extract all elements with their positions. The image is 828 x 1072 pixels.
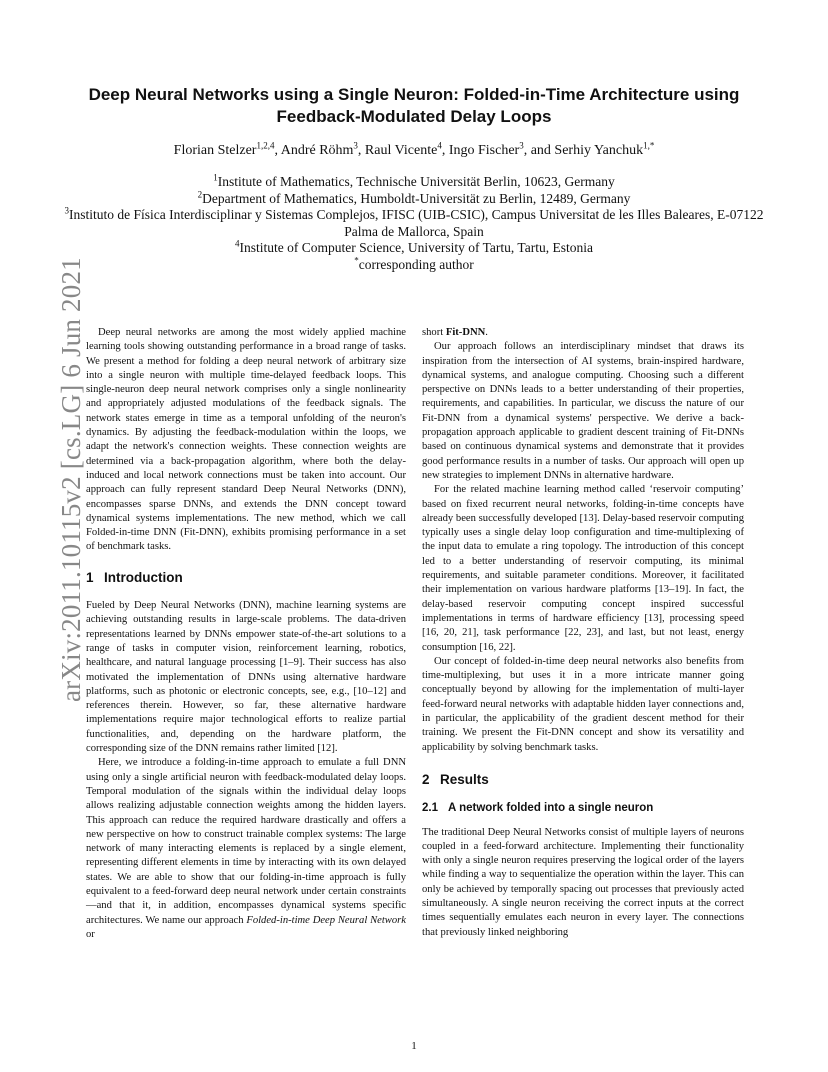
page-number: 1 bbox=[411, 1040, 417, 1052]
affiliation-text: Institute of Mathematics, Technische Universität Berlin, 10623, Germany bbox=[217, 174, 615, 189]
author-separator: , bbox=[357, 143, 365, 158]
affiliation-list bbox=[60, 174, 768, 273]
author-separator: , bbox=[274, 143, 281, 158]
author-affiliation-marker: 1,* bbox=[643, 140, 655, 151]
affiliation-marker: * bbox=[354, 255, 359, 265]
paragraph-text: . bbox=[485, 327, 488, 338]
subsection-number: 2.1 bbox=[422, 802, 438, 815]
paragraph-text: Here, we introduce a folding-in-time approach to emulate a full DNN using only a single artificial neuron with feedback-modulated delay loops. Temporal modulation of the signals within the individual delay loops allows realizing adjustable connection weights among the hidden layers. This approach can reduce the required hardware drastically and offers a new perspective on how to construct trainable complex systems: The large network of many interacting elements is replaced by a single element, representing different elements in time by interacting with its own delayed states. We are able to show that our folding-in-time approach is fully equivalent to a feed-forward deep neural network under certain constraints—and that it, in addition, encompasses dynamical systems specific architectures. We name our approach bbox=[86, 757, 406, 926]
affiliation-marker: 3 bbox=[64, 205, 70, 216]
affiliation bbox=[60, 257, 768, 274]
affiliation-text: Institute of Computer Science, University of Tartu, Tartu, Estonia bbox=[239, 240, 593, 255]
author-list bbox=[60, 140, 768, 159]
author-name: Raul Vicente bbox=[364, 143, 438, 158]
section-number: 1 bbox=[86, 569, 94, 585]
affiliation bbox=[60, 174, 768, 191]
paper-title: Deep Neural Networks using a Single Neuron: Folded-in-Time Architecture using Feedback-Modulated Delay Loops bbox=[88, 85, 740, 126]
affiliation-marker: 2 bbox=[197, 189, 203, 199]
affiliation bbox=[60, 240, 768, 257]
bold-term: Fit-DNN bbox=[445, 327, 486, 338]
affiliation-text: Instituto de Física Interdisciplinar y Sistemas Complejos, IFISC (UIB-CSIC), Campus Universitat de les Illes Baleares, E-07122 Palma de Mallorca, Spain bbox=[69, 207, 764, 239]
author-affiliation-marker: 4 bbox=[437, 140, 442, 151]
paragraph: Fueled by Deep Neural Networks (DNN), machine learning systems are achieving outstanding results in large-scale problems. The data-driven representations learned by DNNs empower state-of-the-art solutions to a range of tasks in computer vision, reinforcement learning, robotics, healthcare, and natural language processing [1–9]. Their success has also motivated the implementation of DNNs using alternative hardware platforms, such as photonic or electronic concepts, see, e.g., [10–12] and references therein. However, so far, these alternative hardware implementations require major technological efforts to realize partial functionalities, and, depending on the hardware platform, the corresponding size of the DNN remains rather limited [12]. bbox=[86, 600, 406, 755]
author-separator: , bbox=[441, 143, 449, 158]
affiliation bbox=[60, 191, 768, 208]
section-heading-results bbox=[422, 773, 744, 787]
section-number: 2 bbox=[422, 771, 430, 787]
paragraph-text: short bbox=[422, 327, 446, 338]
subsection-title: A network folded into a single neuron bbox=[448, 802, 654, 815]
abstract: Deep neural networks are among the most widely applied machine learning tools showing outstanding performance in a broad range of tasks. We present a method for folding a deep neural network of arbitrary size into a single neuron with multiple time-delayed feedback loops. This single-neuron deep neural network comprises only a single nonlinearity and appropriately adjusted modulations of the feedback signals. The network states emerge in time as a temporal unfolding of the neuron's dynamics. By adjusting the feedback-modulation within the loops, we adapt the network's connection weights. These connection weights are determined via a back-propagation algorithm, where both the delay-induced and local network connections must be taken into account. Our approach can fully represent standard Deep Neural Networks (DNN), encompasses sparse DNNs, and extends the DNN concept toward dynamical systems implementations. The new method, which we call Folded-in-time DNN (Fit-DNN), exhibits promising performance in a set of benchmark tasks. bbox=[86, 327, 406, 553]
subsection-heading bbox=[422, 801, 744, 815]
author-name: André Röhm bbox=[280, 143, 354, 158]
section-title: Introduction bbox=[104, 569, 183, 585]
emphasis-text: Folded-in-time Deep Neural Network bbox=[246, 914, 406, 926]
paragraph: For the related machine learning method called ‘reservoir computing’ based on fixed recurrent neural networks, folding-in-time concepts have already been successfully developed [13]. Delay-based reservoir computing typically uses a single delay loop configuration and time-multiplexing of the input data to emulate a ring topology. The introduction of this concept led to a better understanding of reservoir computing, its minimal requirements, and suitable parameter conditions. Moreover, it facilitated their implementation on various hardware platforms [13–19]. In fact, the delay-based reservoir computing concept inspired successful implementations in terms of hardware efficiency [13], processing speed [16, 20, 21], task performance [22, 23], and last, but not least, energy consumption [16, 22]. bbox=[422, 484, 744, 653]
author-separator: , and bbox=[523, 143, 555, 158]
section-title: Results bbox=[440, 771, 489, 787]
affiliation-text: Department of Mathematics, Humboldt-Universität zu Berlin, 12489, Germany bbox=[202, 190, 631, 206]
paragraph bbox=[422, 326, 744, 340]
affiliation-marker: 1 bbox=[213, 172, 218, 183]
right-column bbox=[422, 326, 744, 940]
author-name: Ingo Fischer bbox=[448, 143, 520, 158]
paragraph: Our concept of folded-in-time deep neural networks also benefits from time-multiplexing, but uses it in a more intricate manner going conceptually beyond by allowing for the implementation of multi-layer feed-forward neural networks with adaptable hidden layer connections and, in particular, the applicability of the gradient descent method for their training. We present the Fit-DNN concept and show its versatility and applicability by solving benchmark tasks. bbox=[422, 655, 744, 753]
author-name: Serhiy Yanchuk bbox=[554, 143, 644, 158]
left-column bbox=[86, 326, 406, 942]
paragraph bbox=[86, 756, 406, 942]
author-affiliation-marker: 1,2,4 bbox=[256, 140, 275, 151]
affiliation bbox=[60, 207, 768, 240]
paragraph: Our approach follows an interdisciplinary mindset that draws its inspiration from the intersection of AI systems, brain-inspired hardware, dynamical systems, and analogue computing. Choosing such a different perspective on DNNs leads to a better understanding of their properties, requirements, and capabilities. In particular, we discuss the nature of our Fit-DNN from a dynamical systems' perspective. We derive a back-propagation approach applicable to gradient descent training of Fit-DNNs based on continuous dynamical systems and demonstrate that it provides good performance results in a number of tasks. Our approach will open up new strategies to implement DNNs in alternative hardware. bbox=[422, 341, 744, 481]
section-heading-introduction bbox=[86, 571, 406, 585]
author-affiliation-marker: 3 bbox=[519, 140, 524, 151]
arxiv-identifier-stamp[interactable]: arXiv:2011.10115v2 [cs.LG] 6 Jun 2021 bbox=[56, 257, 86, 702]
affiliation-marker: 4 bbox=[235, 238, 240, 249]
paragraph-text: or bbox=[86, 928, 95, 940]
author-name: Florian Stelzer bbox=[173, 143, 257, 158]
author-affiliation-marker: 3 bbox=[353, 140, 358, 151]
paragraph: The traditional Deep Neural Networks consist of multiple layers of neurons coupled in a feed-forward architecture. Implementing their functionality with only a single neuron requires preserving the logical order of the layers while finding a way to sequentialize the operation within the layer. This can only be achieved by temporally spacing out processes that previously acted simultaneously. A single neuron receiving the correct inputs at the correct times sequentially emulates each neuron in every layer. The connections that previously linked neighboring bbox=[422, 826, 744, 938]
affiliation-text: corresponding author bbox=[358, 256, 474, 272]
